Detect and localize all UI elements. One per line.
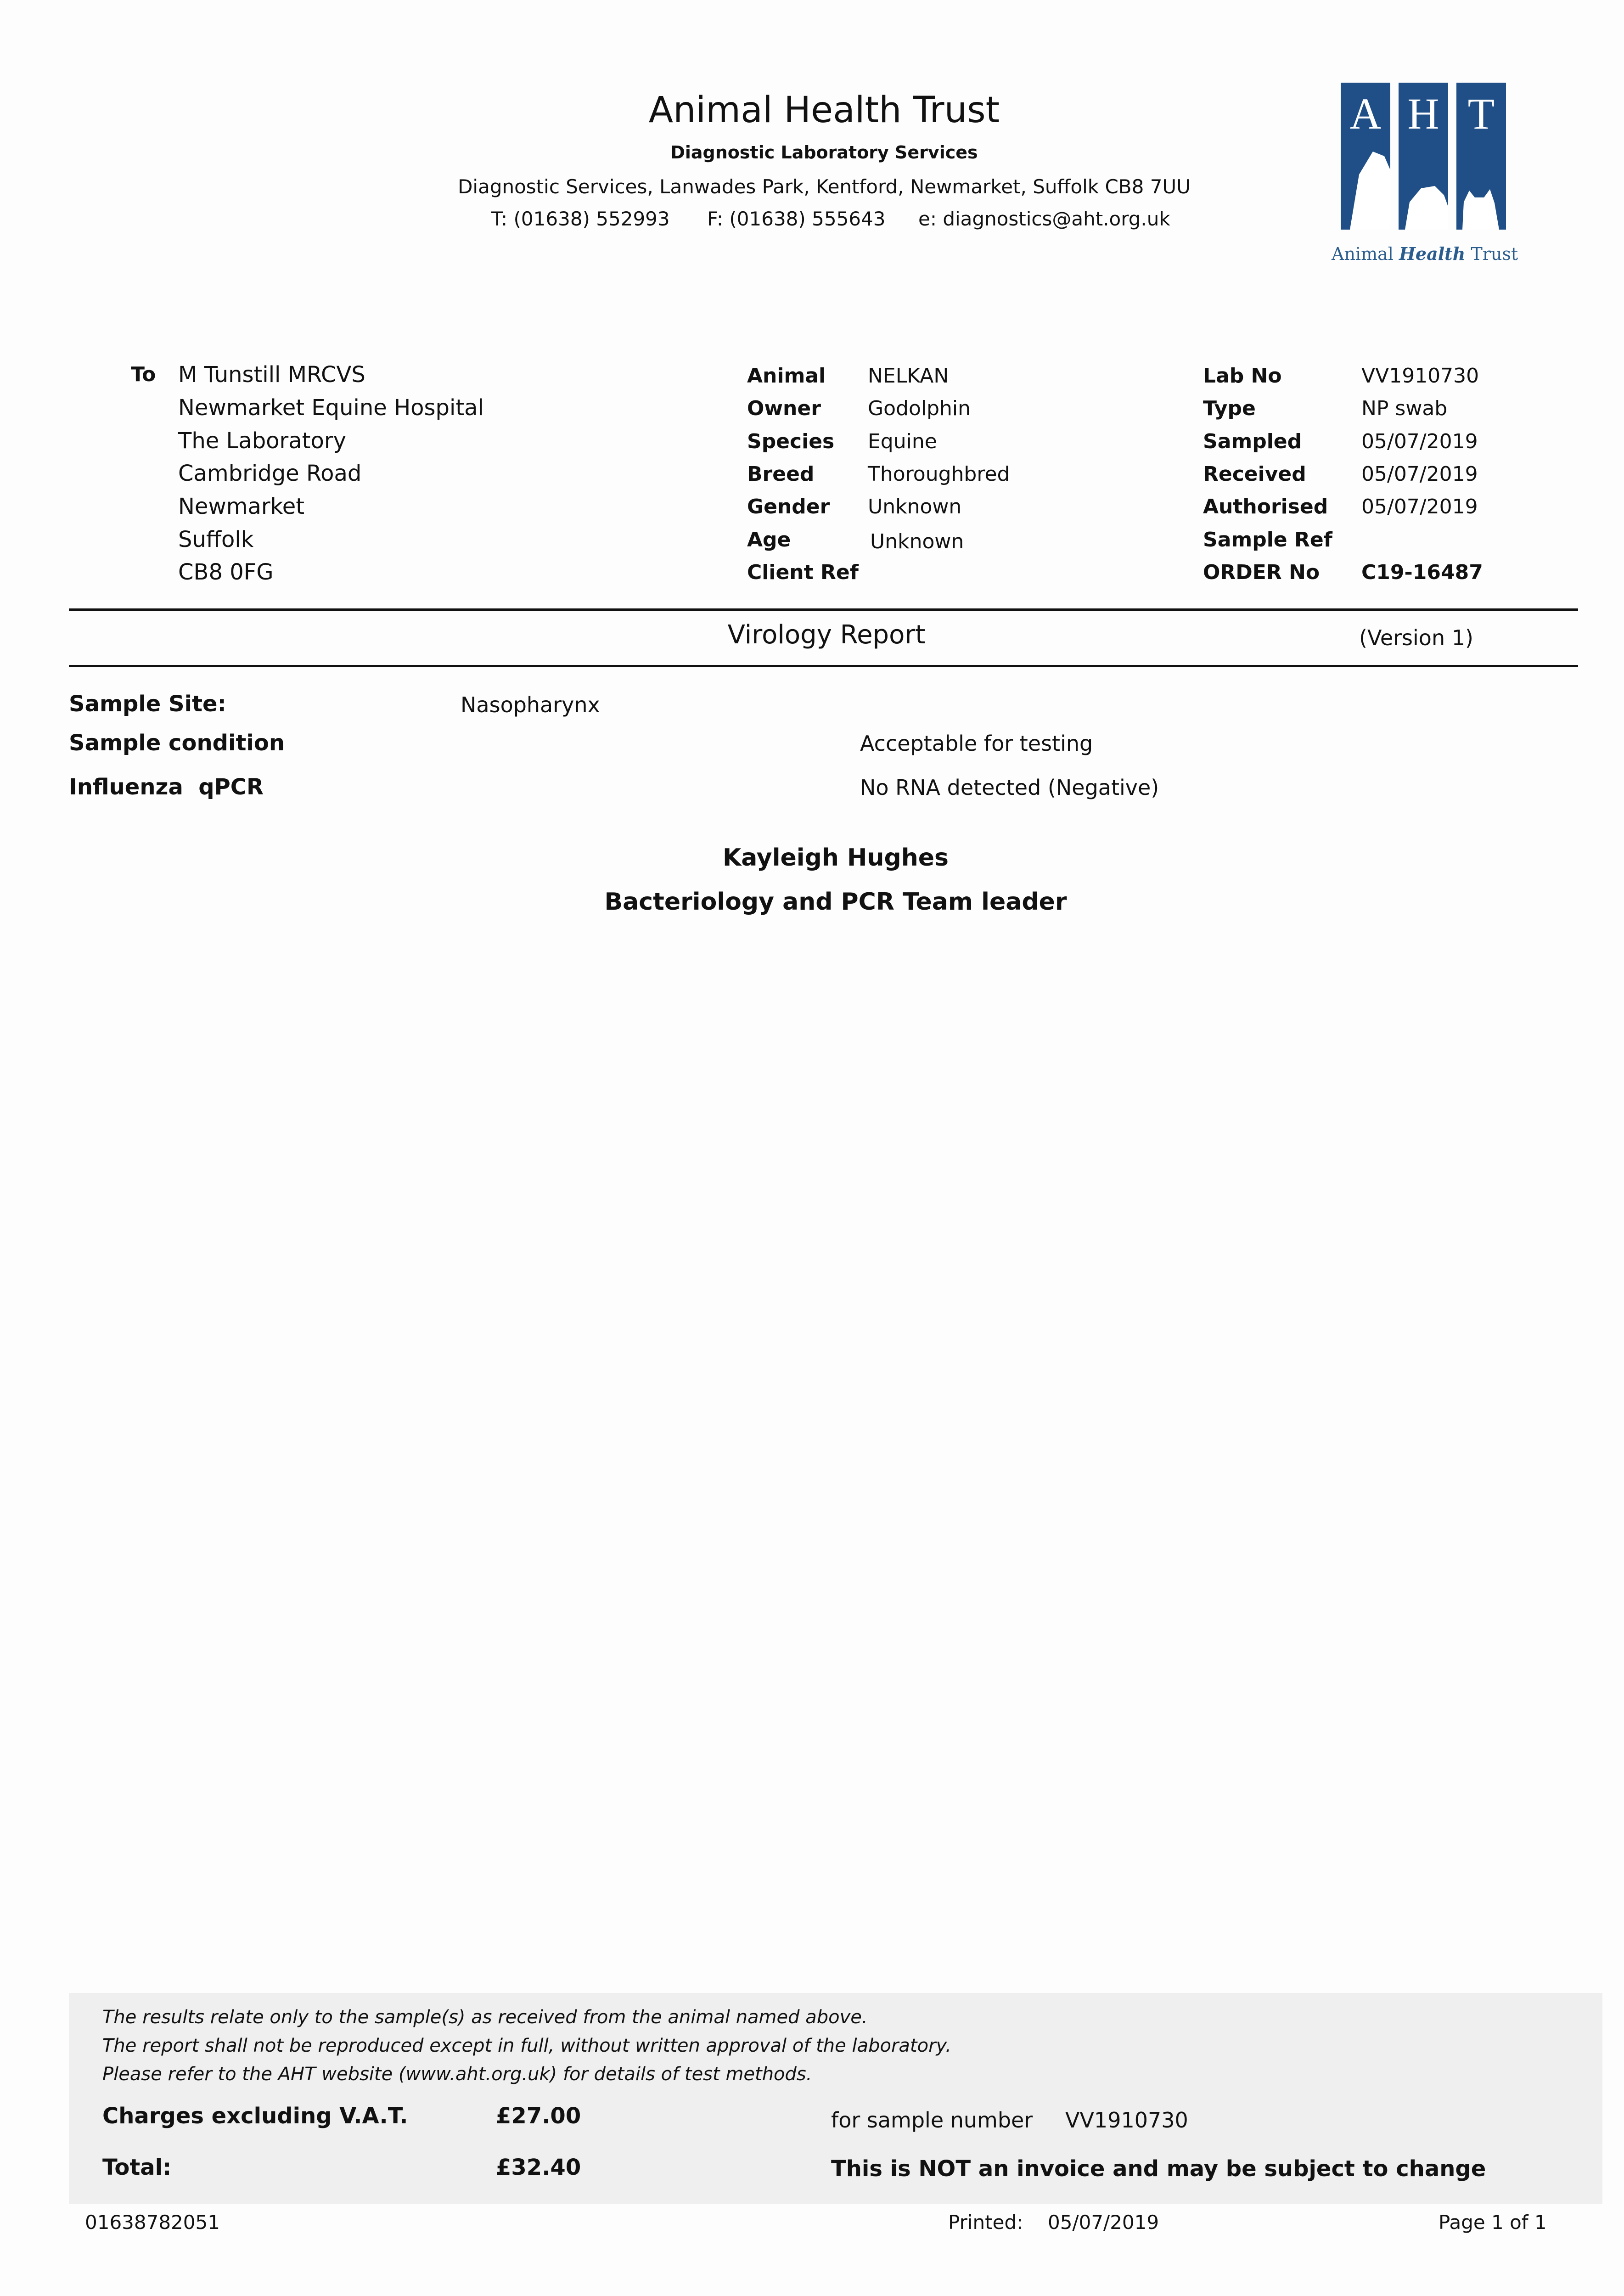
lab-no-label: Lab No <box>1203 364 1282 388</box>
logo-letter-h: H <box>1407 89 1439 138</box>
sampled-value: 05/07/2019 <box>1361 430 1478 453</box>
printed-date: 05/07/2019 <box>1048 2211 1159 2234</box>
authorised-label: Authorised <box>1203 495 1328 518</box>
sample-condition-value: Acceptable for testing <box>860 731 1093 756</box>
owner-label: Owner <box>747 397 821 420</box>
logo-caption: Animal Health Trust <box>1332 243 1518 264</box>
recipient-line: Cambridge Road <box>178 461 362 486</box>
influenza-qpcr-value: No RNA detected (Negative) <box>860 775 1159 800</box>
disclaimer-line: The results relate only to the sample(s) as received from the animal named above. <box>102 2007 868 2028</box>
charges-value: £27.00 <box>496 2103 581 2129</box>
type-label: Type <box>1203 397 1256 420</box>
recipient-line: M Tunstill MRCVS <box>178 362 365 388</box>
signatory-role: Bacteriology and PCR Team leader <box>604 888 1067 916</box>
invoice-note: This is NOT an invoice and may be subject to change <box>831 2156 1486 2182</box>
sampled-label: Sampled <box>1203 430 1302 453</box>
age-value: Unknown <box>870 530 964 553</box>
org-address: Diagnostic Services, Lanwades Park, Kentford, Newmarket, Suffolk CB8 7UU <box>458 175 1191 198</box>
signatory-name: Kayleigh Hughes <box>723 844 949 872</box>
divider <box>69 608 1578 611</box>
authorised-value: 05/07/2019 <box>1361 495 1478 518</box>
total-value: £32.40 <box>496 2155 581 2180</box>
disclaimer-line: The report shall not be reproduced except in full, without written approval of the laboratory. <box>102 2035 951 2056</box>
lab-no-value: VV1910730 <box>1361 364 1479 388</box>
recipient-line: Newmarket <box>178 494 305 519</box>
recipient-line: Newmarket Equine Hospital <box>178 395 484 421</box>
org-phone: T: (01638) 552993 <box>491 208 670 230</box>
disclaimer-line: Please refer to the AHT website (www.aht.org.uk) for details of test methods. <box>102 2064 812 2085</box>
logo-letter-t: T <box>1467 89 1495 138</box>
species-label: Species <box>747 430 835 453</box>
report-title: Virology Report <box>727 620 926 650</box>
recipient-line: CB8 0FG <box>178 559 274 585</box>
to-label: To <box>131 363 156 386</box>
animal-value: NELKAN <box>868 364 949 388</box>
charges-label: Charges excluding V.A.T. <box>102 2103 408 2129</box>
species-value: Equine <box>868 430 937 453</box>
sample-ref-label: Sample Ref <box>1203 528 1332 551</box>
recipient-line: The Laboratory <box>178 428 346 454</box>
divider <box>69 665 1578 667</box>
footer-panel <box>69 1993 1602 2204</box>
order-no-value: C19-16487 <box>1361 561 1483 584</box>
bottom-phone: 01638782051 <box>85 2211 220 2234</box>
received-label: Received <box>1203 462 1306 486</box>
animal-label: Animal <box>747 364 826 388</box>
type-value: NP swab <box>1361 397 1448 420</box>
client-ref-label: Client Ref <box>747 561 859 584</box>
sample-site-value: Nasopharynx <box>461 692 600 717</box>
sample-number-value: VV1910730 <box>1065 2108 1188 2133</box>
sample-condition-label: Sample condition <box>69 730 285 756</box>
breed-value: Thoroughbred <box>868 462 1010 486</box>
total-label: Total: <box>102 2155 172 2180</box>
page-number: Page 1 of 1 <box>1439 2211 1547 2234</box>
aht-logo-icon <box>1341 83 1506 230</box>
age-label: Age <box>747 528 791 551</box>
owner-value: Godolphin <box>868 397 971 420</box>
sample-number-label: for sample number <box>831 2108 1033 2133</box>
sample-site-label: Sample Site: <box>69 691 226 717</box>
gender-value: Unknown <box>868 495 962 518</box>
recipient-line: Suffolk <box>178 527 254 552</box>
org-email: e: diagnostics@aht.org.uk <box>918 208 1170 230</box>
printed-label: Printed: <box>948 2211 1023 2234</box>
influenza-qpcr-label: Influenza qPCR <box>69 774 264 800</box>
logo-letter-a: A <box>1349 89 1382 138</box>
gender-label: Gender <box>747 495 830 518</box>
order-no-label: ORDER No <box>1203 561 1320 584</box>
received-value: 05/07/2019 <box>1361 462 1478 486</box>
breed-label: Breed <box>747 462 815 486</box>
report-version: (Version 1) <box>1359 625 1473 650</box>
org-name: Animal Health Trust <box>648 90 1000 131</box>
org-subtitle: Diagnostic Laboratory Services <box>670 142 978 163</box>
org-fax: F: (01638) 555643 <box>707 208 886 230</box>
